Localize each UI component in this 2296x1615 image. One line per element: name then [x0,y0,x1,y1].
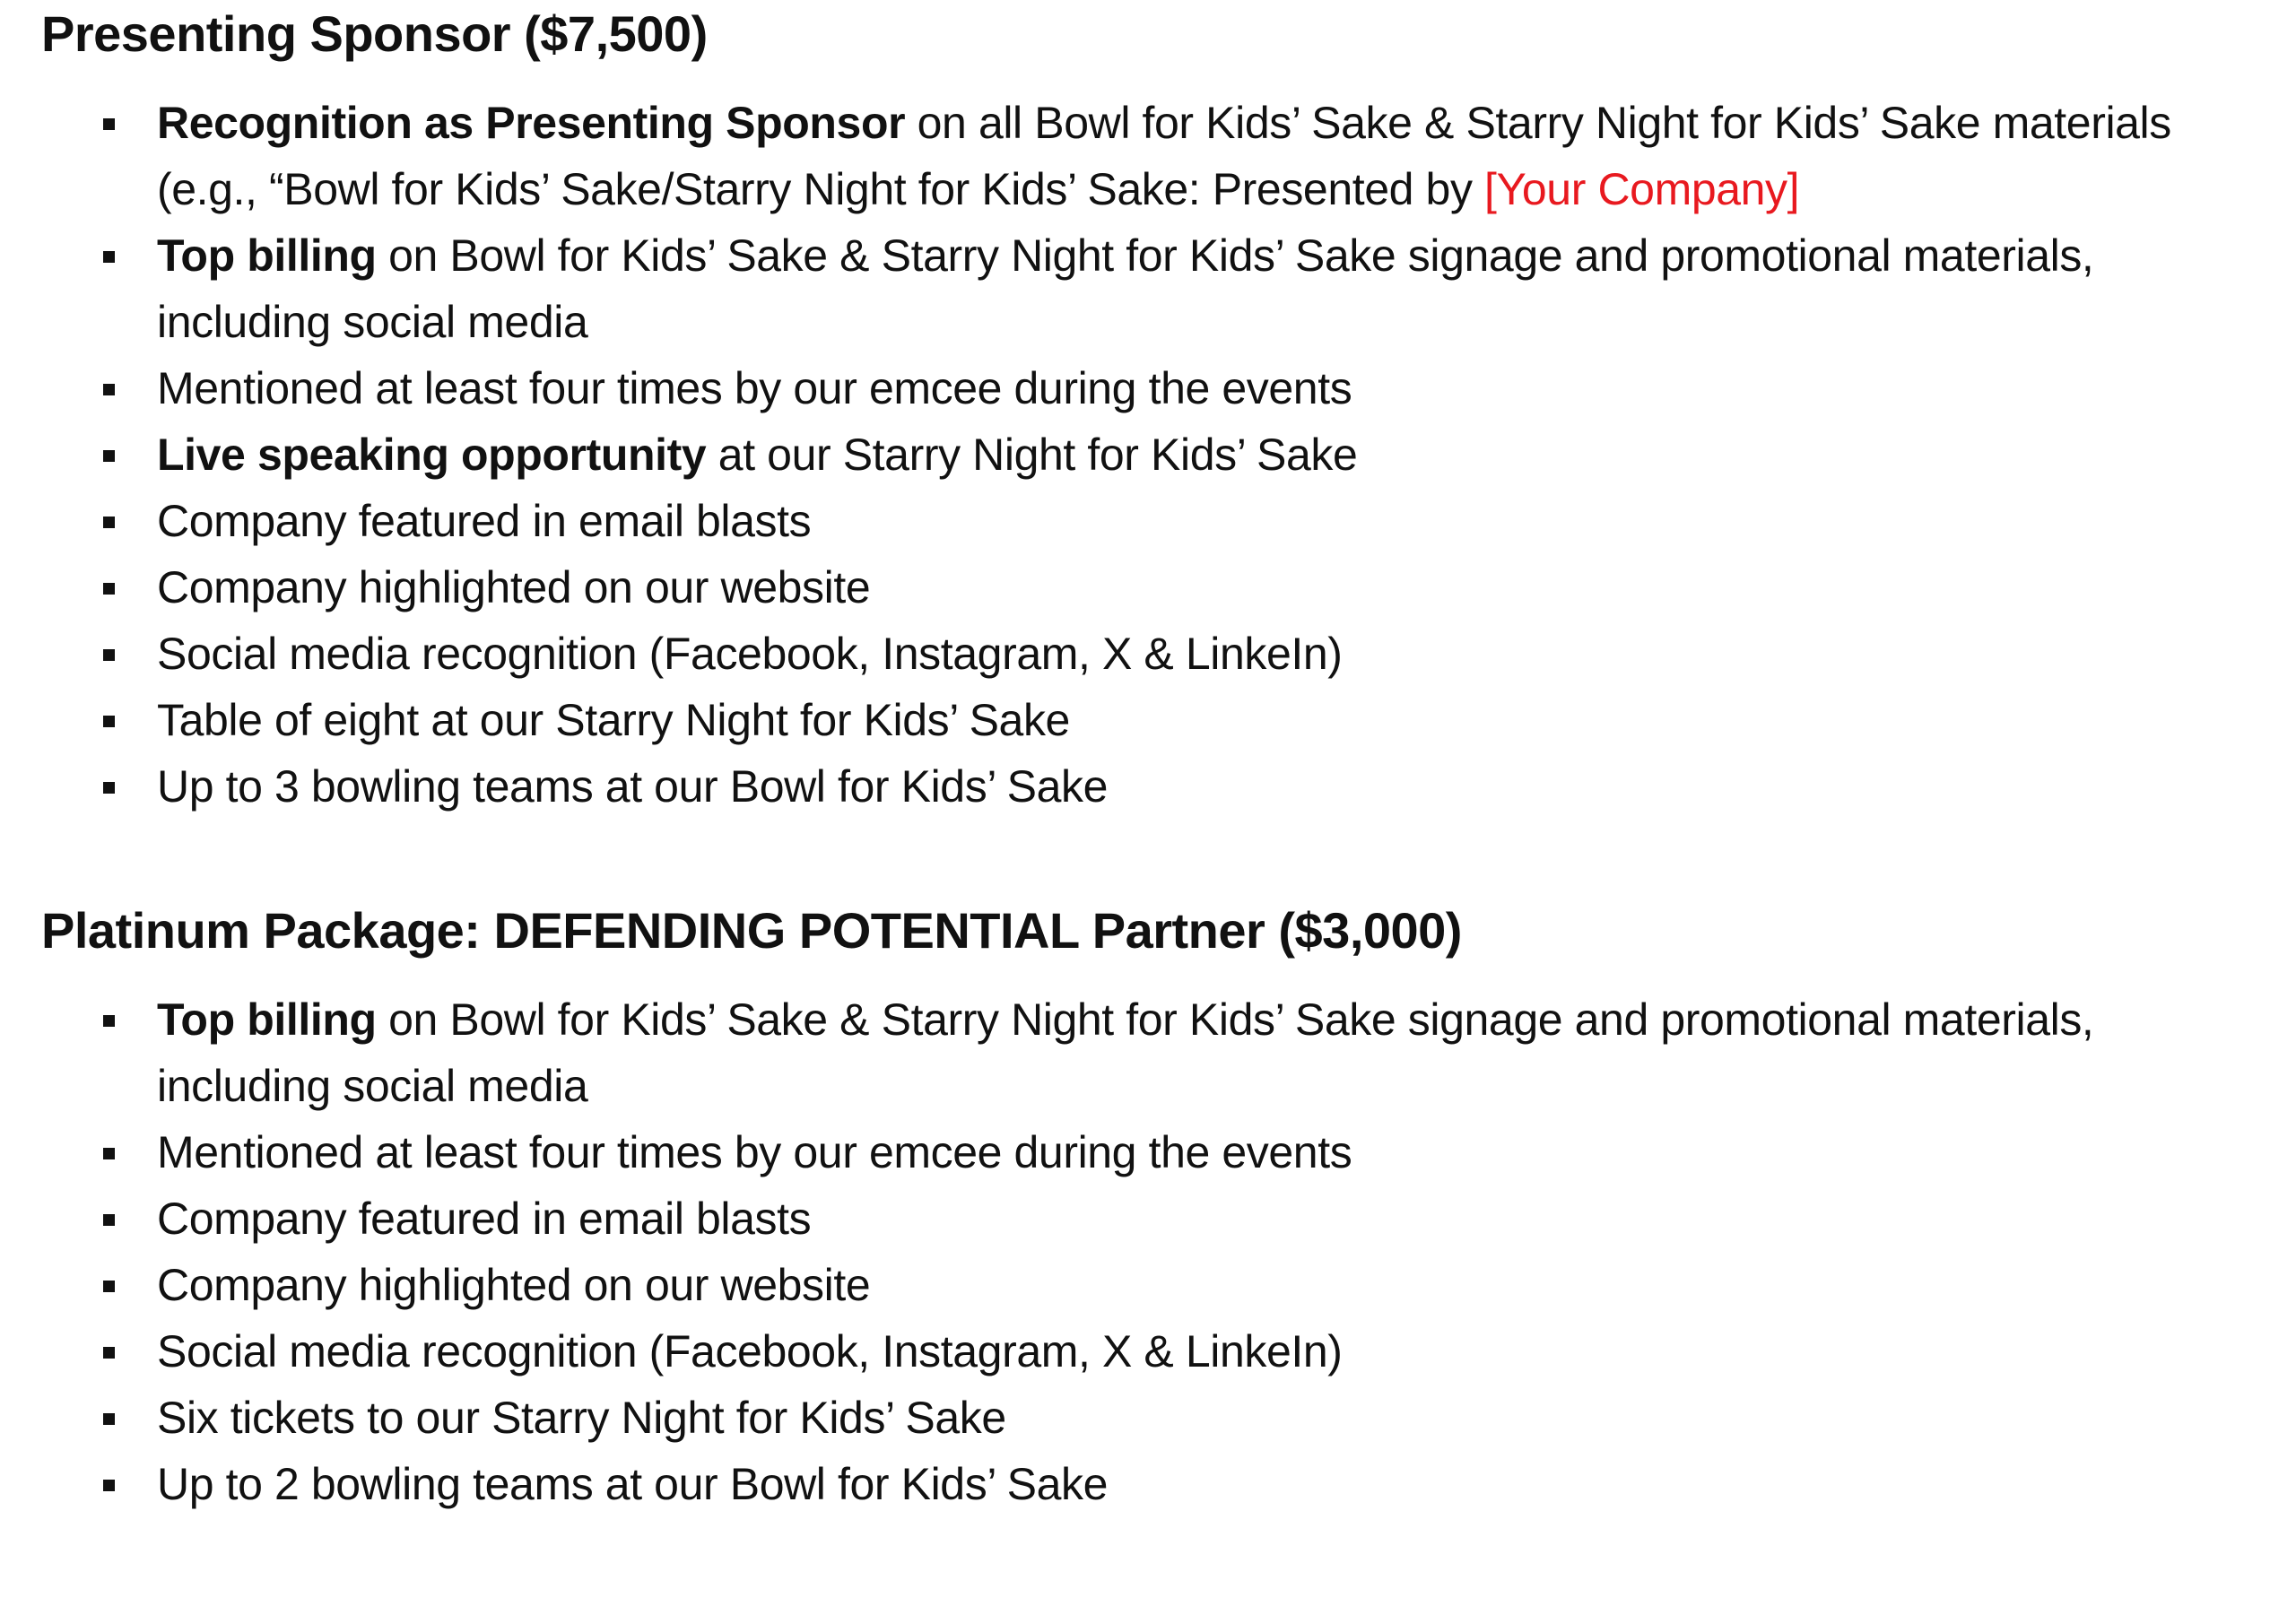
benefit-highlight: Top billing [157,994,377,1045]
company-placeholder: [Your Company] [1484,164,1800,214]
presenting-sponsor-heading: Presenting Sponsor ($7,500) [41,5,708,62]
benefit-text: on Bowl for Kids’ Sake & Starry Night for Kids’ Sake signage and promotional materials, including social media [157,994,2094,1111]
list-item: Company featured in email blasts [157,1185,2266,1252]
presenting-sponsor-section [41,0,2266,820]
benefit-highlight: Top billing [157,230,377,281]
benefit-text: on all Bowl for Kids’ Sake & Starry Night for Kids’ Sake materials (e.g., “Bowl for Kids’ Sake/Starry Night for Kids’ Sake: Presented by [157,98,2171,214]
list-item [157,222,2266,355]
list-item: Mentioned at least four times by our emcee during the events [157,1119,2266,1185]
list-item: Six tickets to our Starry Night for Kids’ Sake [157,1385,2266,1451]
platinum-benefits-list [41,986,2266,1517]
list-item: Up to 2 bowling teams at our Bowl for Kids’ Sake [157,1451,2266,1517]
presenting-benefits-list [41,90,2266,820]
list-item: Company featured in email blasts [157,488,2266,554]
list-item [157,90,2266,222]
benefit-highlight: Live speaking opportunity [157,430,707,480]
list-item [157,986,2266,1119]
list-item: Social media recognition (Facebook, Instagram, X & LinkeIn) [157,621,2266,687]
list-item: Table of eight at our Starry Night for Kids’ Sake [157,687,2266,753]
platinum-package-section [41,897,2266,1517]
list-item [157,421,2266,488]
list-item: Up to 3 bowling teams at our Bowl for Kids’ Sake [157,753,2266,820]
benefit-text: at our Starry Night for Kids’ Sake [706,430,1358,480]
platinum-package-heading: Platinum Package: DEFENDING POTENTIAL Partner ($3,000) [41,902,1462,959]
list-item: Social media recognition (Facebook, Instagram, X & LinkeIn) [157,1318,2266,1385]
list-item: Mentioned at least four times by our emcee during the events [157,355,2266,421]
benefit-highlight: Recognition as Presenting Sponsor [157,98,906,148]
list-item: Company highlighted on our website [157,554,2266,621]
list-item: Company highlighted on our website [157,1252,2266,1318]
benefit-text: on Bowl for Kids’ Sake & Starry Night for Kids’ Sake signage and promotional materials, including social media [157,230,2094,347]
